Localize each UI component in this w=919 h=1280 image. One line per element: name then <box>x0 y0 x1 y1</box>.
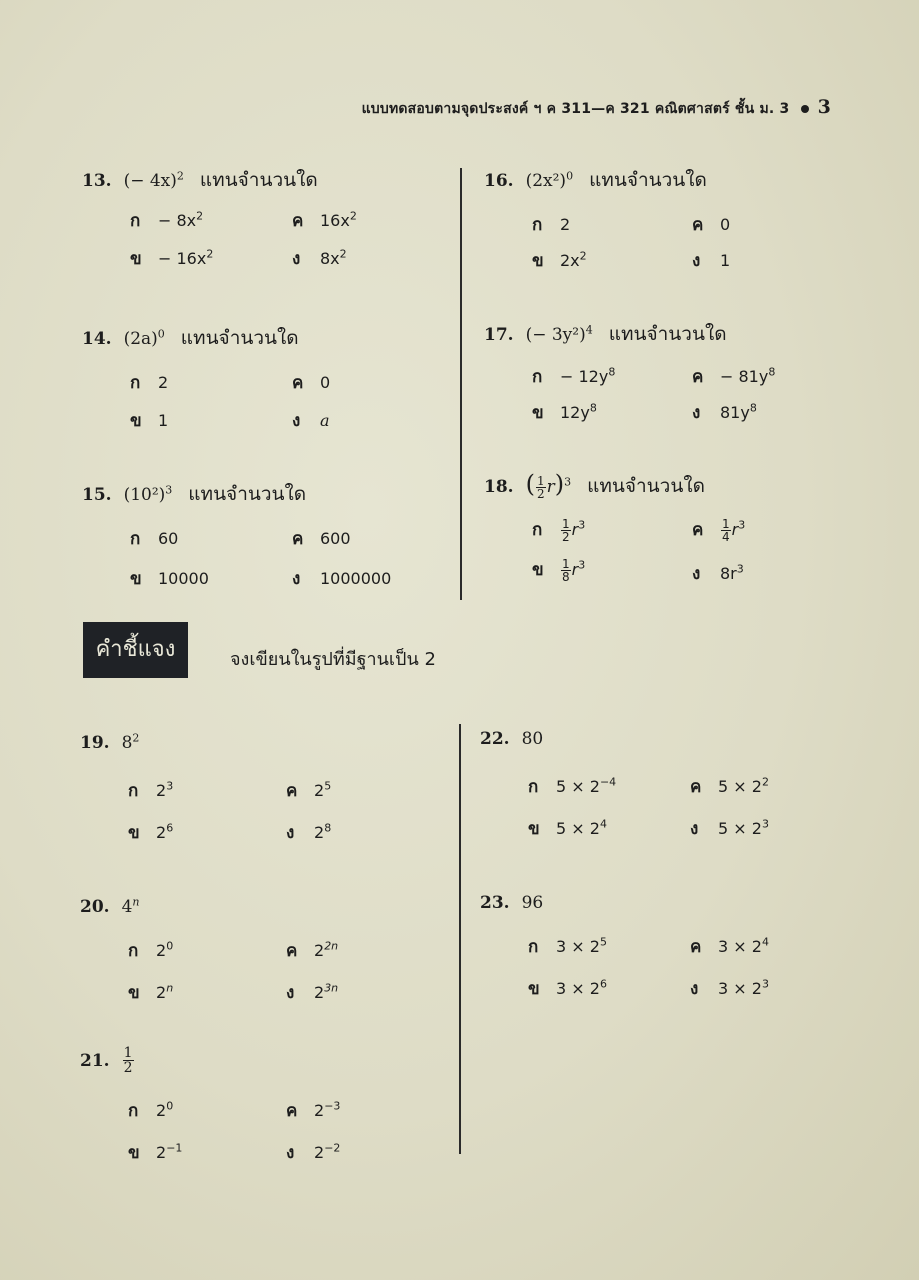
question-21 <box>80 1046 440 1177</box>
question-text: แทนจำนวนใด <box>587 474 705 497</box>
question-number: 17. <box>484 324 514 345</box>
instruction-label: คำชี้แจง <box>83 622 188 678</box>
option-c[interactable]: ค $2^{2n}$ <box>286 939 339 961</box>
option-c[interactable]: ค $16x^2$ <box>292 209 357 231</box>
question-expression: ( $\frac{1}{2}$ r)$^3$ <box>525 469 572 501</box>
option-b[interactable]: ข $5 \times 2^4$ <box>528 817 607 839</box>
option-d[interactable]: ง $81y^8$ <box>692 401 757 423</box>
option-c[interactable]: ค $2^5$ <box>286 779 332 801</box>
question-number: 15. <box>82 484 112 505</box>
option-b[interactable]: ข $2^{-1}$ <box>128 1141 183 1163</box>
question-expression: 80 <box>521 729 544 749</box>
question-fraction: $\frac{1}{2}$ <box>123 1045 133 1076</box>
column-divider-bottom <box>459 724 461 1154</box>
question-expression: 96 <box>521 893 544 913</box>
option-d[interactable]: ง 1 <box>692 250 731 271</box>
question-number: 22. <box>480 729 510 749</box>
question-19 <box>80 726 440 857</box>
option-b[interactable]: ข 10000 <box>130 568 209 589</box>
option-d[interactable]: ง $8r^3$ <box>692 562 744 584</box>
question-expression: $(2a)^0$ <box>123 327 165 349</box>
question-15 <box>82 478 442 605</box>
question-expression: $(10^2)^3$ <box>123 483 173 505</box>
question-23 <box>480 890 840 1013</box>
option-a[interactable]: ก $2^0$ <box>128 1099 174 1121</box>
header-title: แบบทดสอบตามจุดประสงค์ ฯ ค 311—ค 321 คณิตศาสตร์ ชั้น ม. 3 <box>361 101 790 117</box>
question-20 <box>80 890 440 1017</box>
question-number: 14. <box>82 328 112 349</box>
option-c[interactable]: ค 0 <box>692 214 731 235</box>
bullet-icon <box>801 105 809 113</box>
question-22 <box>480 726 840 853</box>
option-c[interactable]: ค 600 <box>292 528 351 549</box>
option-d[interactable]: ง a <box>292 410 330 431</box>
option-b[interactable]: ข $2x^2$ <box>532 249 587 271</box>
question-text: แทนจำนวนใด <box>188 482 307 505</box>
question-text: แทนจำนวนใด <box>608 322 727 345</box>
option-a[interactable]: ก $2^3$ <box>128 779 174 801</box>
option-b[interactable]: ข 1 <box>130 410 169 431</box>
question-text: แทนจำนวนใด <box>589 168 707 191</box>
option-a[interactable]: ก − $12y^8$ <box>532 365 616 387</box>
option-b[interactable]: ข $3 \times 2^6$ <box>528 977 607 999</box>
option-c[interactable]: ค $\frac{1}{4}$ $r^3$ <box>692 516 746 544</box>
question-expression: (− 4x)$^2$ <box>123 169 184 191</box>
option-d[interactable]: ง $8x^2$ <box>292 247 347 269</box>
page-header <box>362 96 831 120</box>
option-b[interactable]: ข $\frac{1}{8}$ $r^3$ <box>532 556 586 584</box>
question-number: 21. <box>80 1051 110 1071</box>
option-b[interactable]: ข 2$^n$ <box>128 981 174 1003</box>
question-number: 18. <box>484 476 514 497</box>
option-c[interactable]: ค $2^{-3}$ <box>286 1099 341 1121</box>
option-c[interactable]: ค $3 \times 2^4$ <box>690 935 769 957</box>
question-expression: $(2x^2)^0$ <box>525 169 574 191</box>
page-number: 3 <box>817 96 831 118</box>
option-d[interactable]: ง $5 \times 2^3$ <box>690 817 769 839</box>
option-c[interactable]: ค $5 \times 2^2$ <box>690 775 769 797</box>
question-17 <box>484 318 844 443</box>
question-number: 16. <box>484 170 514 191</box>
question-number: 20. <box>80 896 110 917</box>
option-b[interactable]: ข − $16x^2$ <box>130 247 214 269</box>
option-b[interactable]: ข $12y^8$ <box>532 401 597 423</box>
question-13 <box>82 164 442 287</box>
option-a[interactable]: ก $3 \times 2^5$ <box>528 935 607 957</box>
question-16 <box>484 164 844 291</box>
option-a[interactable]: ก $2^0$ <box>128 939 174 961</box>
option-a[interactable]: ก 60 <box>130 528 179 549</box>
option-a[interactable]: ก 2 <box>532 214 571 235</box>
question-text: แทนจำนวนใด <box>199 168 318 191</box>
option-d[interactable]: ง $3 \times 2^3$ <box>690 977 769 999</box>
option-b[interactable]: ข $2^6$ <box>128 821 174 843</box>
option-c[interactable]: ค − $81y^8$ <box>692 365 776 387</box>
column-divider-top <box>460 168 462 600</box>
question-18 <box>484 470 844 596</box>
option-a[interactable]: ก $5 \times 2^{-4}$ <box>528 775 617 797</box>
question-number: 23. <box>480 893 510 913</box>
option-d[interactable]: ง $2^8$ <box>286 821 332 843</box>
question-number: 19. <box>80 732 110 753</box>
question-14 <box>82 322 442 449</box>
option-d[interactable]: ง 1000000 <box>292 568 392 589</box>
option-c[interactable]: ค 0 <box>292 372 331 393</box>
question-expression: (− 3y²)$^4$ <box>525 323 593 345</box>
question-number: 13. <box>82 170 112 191</box>
option-d[interactable]: ง $2^{-2}$ <box>286 1141 341 1163</box>
question-expression: 4$^n$ <box>121 895 140 917</box>
option-d[interactable]: ง $2^{3n}$ <box>286 981 339 1003</box>
instruction-text: จงเขียนในรูปที่มีฐานเป็น 2 <box>230 649 436 670</box>
option-a[interactable]: ก − $8x^2$ <box>130 209 204 231</box>
question-text: แทนจำนวนใด <box>180 326 299 349</box>
option-a[interactable]: ก 2 <box>130 372 169 393</box>
option-a[interactable]: ก $\frac{1}{2}$ $r^3$ <box>532 516 586 544</box>
question-expression: $8^2$ <box>121 731 140 753</box>
